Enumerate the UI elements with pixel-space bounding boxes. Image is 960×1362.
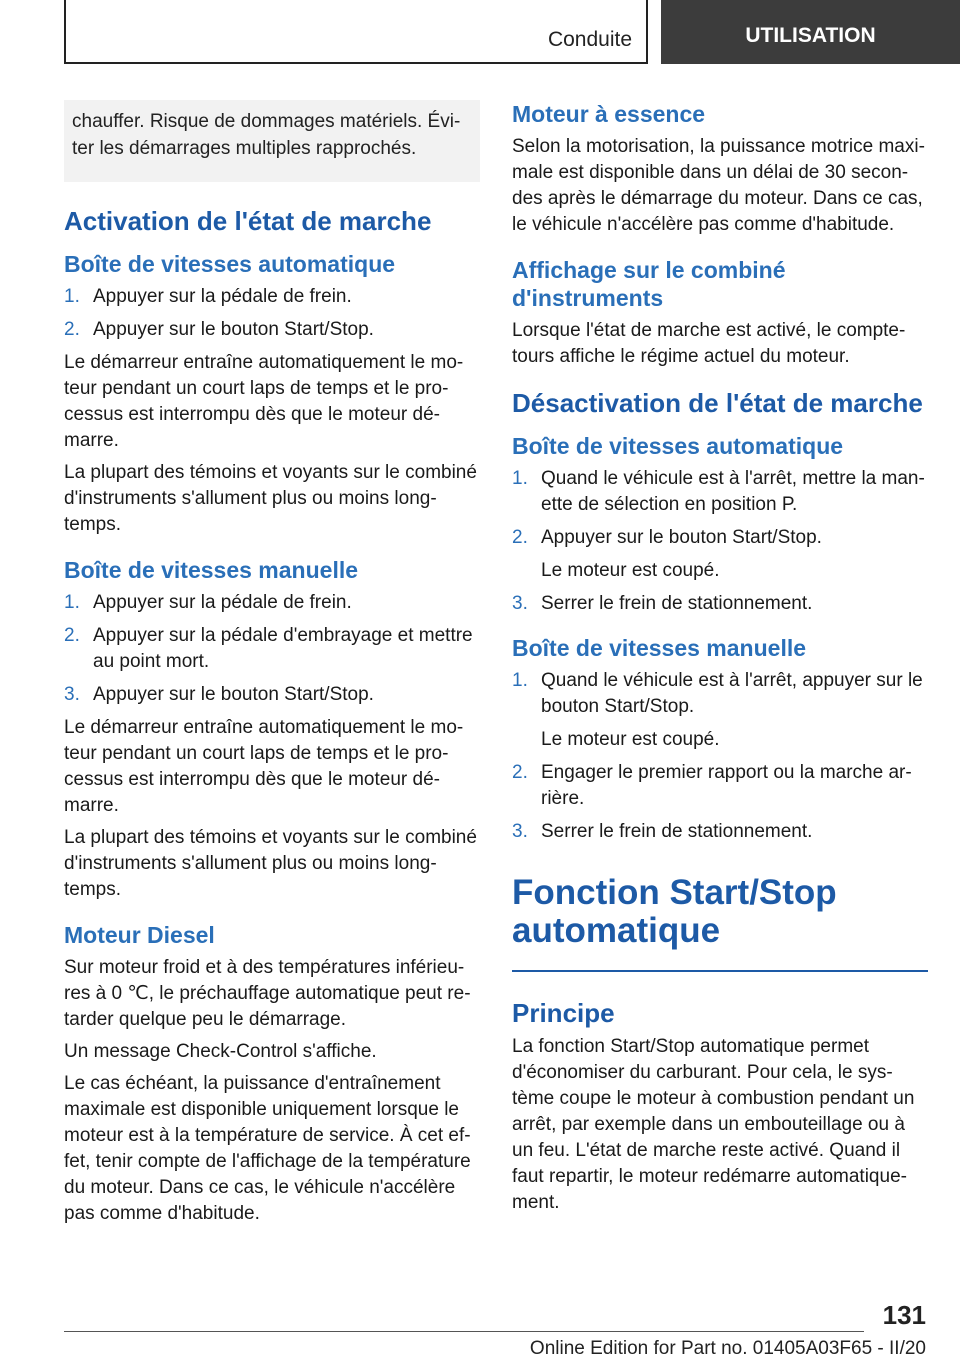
step-number: 2. bbox=[64, 625, 80, 646]
manual-steps-list bbox=[64, 590, 480, 708]
step-number: 3. bbox=[64, 684, 80, 705]
list-item bbox=[512, 525, 928, 584]
step-number: 1. bbox=[512, 468, 528, 489]
footer-divider bbox=[64, 1331, 864, 1332]
paragraph: Un message Check-Control s'affiche. bbox=[64, 1041, 377, 1062]
list-item bbox=[512, 591, 928, 617]
list-item bbox=[512, 466, 928, 518]
paragraph: La fonction Start/Stop automatique permet d'économiser du carburant. Pour cela, le sys- tème coupe le moteur à combustion pendant un arrêt, par exemple dans un embouteillage ou à un feu. L'état de marche reste activé. Quand il faut repartir, le moteur redémarre automatique- ment. bbox=[512, 1036, 915, 1213]
step-text: Appuyer sur la pédale de frein. bbox=[93, 286, 352, 307]
list-item bbox=[512, 668, 928, 753]
paragraph: Selon la motorisation, la puissance motrice maxi- male est disponible dans un délai de 30 secon- des après le démarrage du moteur. Dans ce cas, le véhicule n'accélère pas comme d'habitude. bbox=[512, 136, 925, 235]
list-item bbox=[64, 317, 480, 343]
chapter-tab: UTILISATION bbox=[661, 0, 960, 64]
footer-edition: Online Edition for Part no. 01405A03F65 - II/20 bbox=[529, 1338, 926, 1359]
step-number: 1. bbox=[512, 670, 528, 691]
paragraph: Sur moteur froid et à des températures inférieu- res à 0 ℃, le préchauffage automatique peut re- tarder quelque peu le démarrage. bbox=[64, 957, 471, 1030]
step-text: Serrer le frein de stationnement. bbox=[541, 821, 813, 842]
step-text: Appuyer sur le bouton Start/Stop. bbox=[541, 527, 822, 548]
step-result: Le moteur est coupé. bbox=[541, 729, 720, 750]
heading-auto-gearbox: Boîte de vitesses automatique bbox=[64, 251, 396, 277]
paragraph: Lorsque l'état de marche est activé, le compte- tours affiche le régime actuel du moteur. bbox=[512, 320, 906, 367]
heading-principe: Principe bbox=[512, 998, 615, 1028]
step-text: Appuyer sur le bouton Start/Stop. bbox=[93, 319, 374, 340]
list-item bbox=[64, 284, 480, 310]
paragraph: Le démarreur entraîne automatiquement le mo- teur pendant un court laps de temps et le pro- cessus est interrompu dès que le moteur dé- marre. bbox=[64, 352, 464, 451]
step-number: 2. bbox=[64, 319, 80, 340]
right-column bbox=[512, 100, 928, 1222]
step-text: Quand le véhicule est à l'arrêt, appuyer sur le bouton Start/Stop. bbox=[541, 670, 923, 717]
step-result: Le moteur est coupé. bbox=[541, 560, 720, 581]
paragraph: Le démarreur entraîne automatiquement le mo- teur pendant un court laps de temps et le pro- cessus est interrompu dès que le moteur dé- marre. bbox=[64, 717, 464, 816]
paragraph: La plupart des témoins et voyants sur le combiné d'instruments s'allument plus ou moins long- temps. bbox=[64, 462, 477, 535]
step-number: 1. bbox=[64, 286, 80, 307]
heading-manual-gearbox: Boîte de vitesses manuelle bbox=[64, 557, 359, 583]
page-number: 131 bbox=[882, 1300, 926, 1330]
step-text: Engager le premier rapport ou la marche ar- rière. bbox=[541, 762, 912, 809]
note-box bbox=[64, 100, 480, 182]
list-item bbox=[64, 623, 480, 675]
heading-activation: Activation de l'état de marche bbox=[64, 206, 432, 236]
step-number: 3. bbox=[512, 821, 528, 842]
paragraph: La plupart des témoins et voyants sur le combiné d'instruments s'allument plus ou moins long- temps. bbox=[64, 827, 477, 900]
left-column bbox=[64, 100, 480, 1233]
header-frame bbox=[64, 0, 648, 64]
heading-affichage: Affichage sur le combiné d'instruments bbox=[512, 257, 786, 311]
auto-steps-list bbox=[64, 284, 480, 343]
list-item bbox=[512, 819, 928, 845]
step-number: 2. bbox=[512, 527, 528, 548]
note-text: chauffer. Risque de dommages matériels. Évi- ter les démarrages multiples rapprochés. bbox=[72, 111, 461, 159]
heading-start-stop: Fonction Start/Stop automatique bbox=[512, 873, 837, 950]
step-number: 1. bbox=[64, 592, 80, 613]
manual-off-steps-list bbox=[512, 668, 928, 845]
heading-manual-gearbox: Boîte de vitesses manuelle bbox=[512, 635, 807, 661]
section-label: Conduite bbox=[547, 28, 632, 51]
heading-auto-gearbox: Boîte de vitesses automatique bbox=[512, 433, 844, 459]
list-item bbox=[64, 682, 480, 708]
auto-off-steps-list bbox=[512, 466, 928, 617]
list-item bbox=[512, 760, 928, 812]
heading-desactivation: Désactivation de l'état de marche bbox=[512, 388, 923, 418]
heading-essence: Moteur à essence bbox=[512, 101, 706, 127]
step-number: 2. bbox=[512, 762, 528, 783]
step-text: Serrer le frein de stationnement. bbox=[541, 593, 813, 614]
step-text: Appuyer sur la pédale de frein. bbox=[93, 592, 352, 613]
step-text: Quand le véhicule est à l'arrêt, mettre la man- ette de sélection en position P. bbox=[541, 468, 925, 515]
step-number: 3. bbox=[512, 593, 528, 614]
section-divider bbox=[512, 970, 928, 972]
step-text: Appuyer sur la pédale d'embrayage et mettre au point mort. bbox=[93, 625, 473, 672]
step-text: Appuyer sur le bouton Start/Stop. bbox=[93, 684, 374, 705]
heading-diesel: Moteur Diesel bbox=[64, 922, 215, 948]
list-item bbox=[64, 590, 480, 616]
paragraph: Le cas échéant, la puissance d'entraînement maximale est disponible uniquement lorsque le moteur est à la température de service. À cet ef- fet, tenir compte de l'affichage de la température du moteur. Dans ce cas, le véhicule n'accélère pas comme d'habitude. bbox=[64, 1073, 471, 1224]
